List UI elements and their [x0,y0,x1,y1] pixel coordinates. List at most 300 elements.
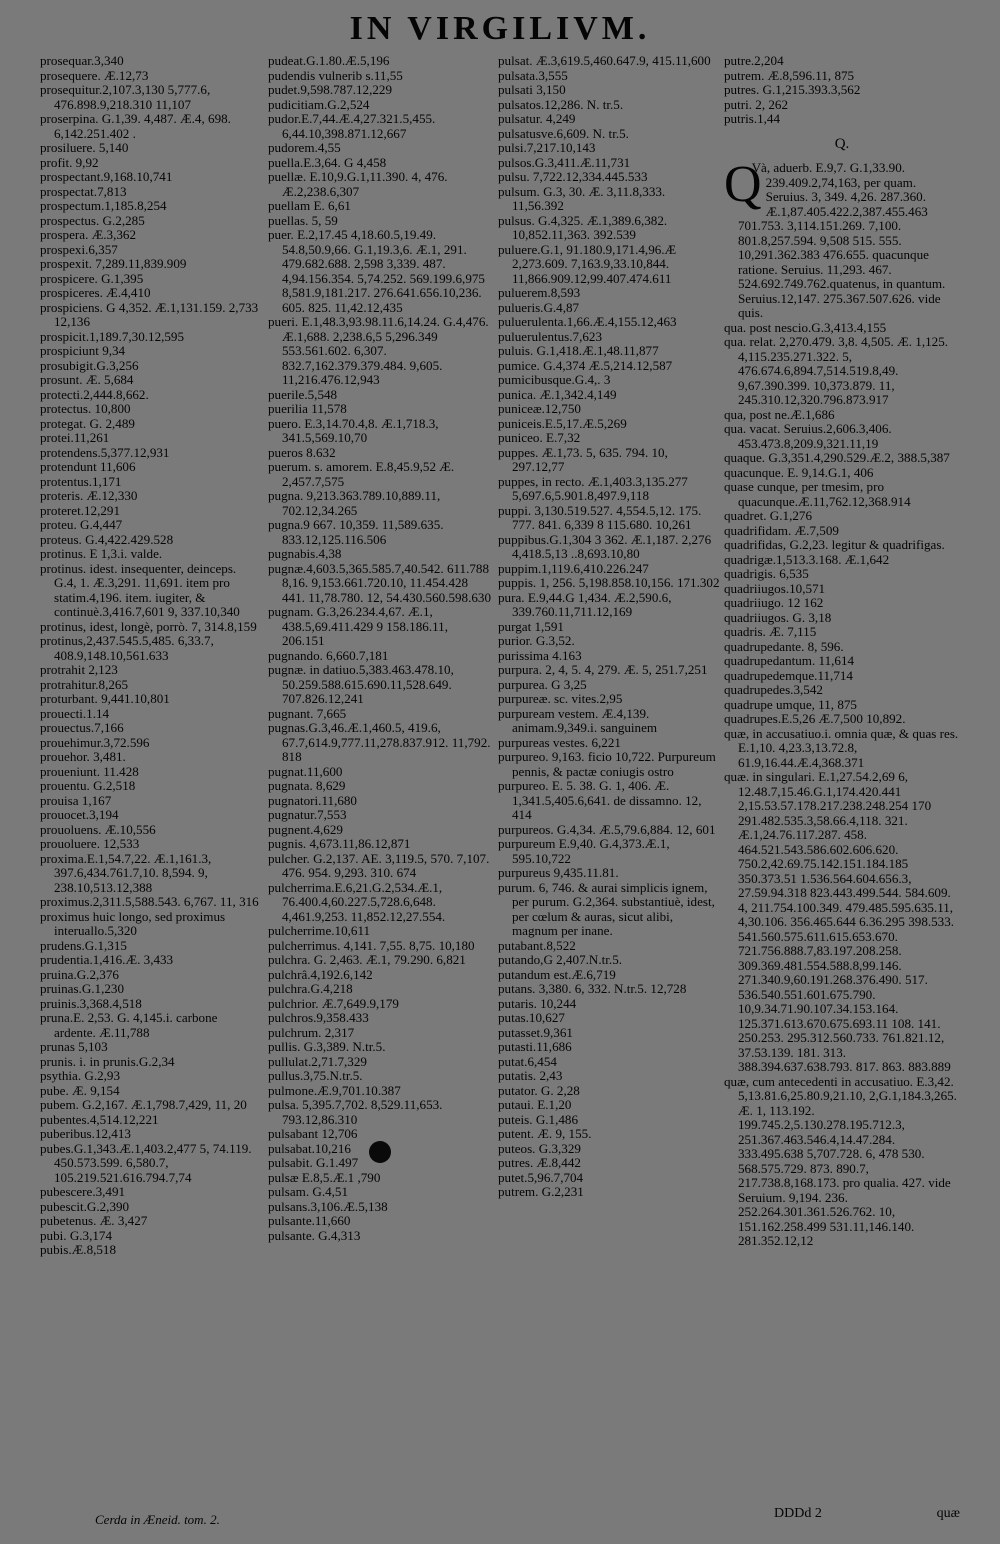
index-entry-text: putres. G.1,215.393.3,562 [724,82,861,97]
index-entry [498,112,720,127]
index-entry [498,315,720,330]
index-entry-text: profit. 9,92 [40,154,99,170]
index-entry [498,1055,720,1070]
index-entry-text: pugnando. 6,660.7,181 [268,647,389,663]
index-entry [40,1214,262,1229]
index-entry [40,69,262,84]
signature-mark: DDDd 2 [774,1506,822,1521]
index-entry [498,866,720,881]
index-entry [268,112,492,141]
index-entry-text: purpureo. 9,163. ficio 10,722. Purpureum pennis, & pactæ coniugis ostro [498,749,716,779]
index-entry [40,199,262,214]
index-entry-text: purior. G.3,52. [498,633,575,648]
index-entry-text: pumice. G.4,374 Æ.5,214.12,587 [498,357,673,373]
index-entry [268,388,492,403]
index-entry-text: quadrupedantum. 11,614 [724,653,855,668]
index-entry-text: purpureus 9,435.11.81. [498,865,619,880]
index-entry [268,460,492,489]
index-entry [498,649,720,664]
index-entry-text: pruinas.G.1,230 [40,981,125,996]
index-entry [268,663,492,707]
index-entry [40,301,262,330]
index-entry [268,1127,492,1142]
index-entry [40,968,262,983]
index-entry [268,228,492,315]
index-entry [724,625,960,640]
index-entry [268,1185,492,1200]
index-entry [40,518,262,533]
index-entry [498,576,720,591]
index-entry [40,620,262,635]
index-entry-text: pulsabant 12,706 [268,1126,358,1141]
index-entry-text: puteis. G.1,486 [498,1111,579,1127]
index-column-4-top [724,54,960,127]
index-entry-text: quæ. in singulari. E.1,27.54.2,69 6, 12.48.7,15.46.G.1,174.420.441 2,15.53.57.178.217.238.248.254 170 291.482.535.3,58.66.4,118. 321. Æ.1,24.76.117.287. 458. 464.521.543.586.602.606.620. 750.2,42.69.75.142.151.184.185 350.373.51 1.536.564.604.656.3, 27.59.94.318 823.443.499.544. 584.609. 4, 211.754.100.349. 479.485.595.635.11, 4,30.106. 356.465.644 6.36.295 398.533. 541.560.575.611.615.653.670. 721.756.888.7,83.197.208.258. 309.369.481.554.588.8,99.146. 271.340.9,60.191.268.376.490. 517. 536.540.551.601.675.790. 10,9.34.71.90.107.34.153.164. 125.371.613.670.675.693.11 108. 141. 250.253. 295.312.560.733. 761.821.12, 37.53.139. 181. 313. 388.394.637.638.793. 817. 863. 883.889 [724,769,955,1074]
ink-blot [369,1141,391,1163]
index-entry-text: putas.10,627 [498,1010,565,1025]
index-entry [40,112,262,141]
index-entry [498,344,720,359]
index-entry [40,286,262,301]
index-entry-text: pugnæ.4,603.5,365.585.7,40.542. 611.788 8,16. 9,153.661.720.10, 11.454.428 441. 11,78.780. 12, 54.430.560.598.630 [268,560,492,605]
index-entry [40,1142,262,1186]
index-entry-text: prosequitur.2,107.3,130 5,777.6, 476.898.9,218.310 11,107 [40,82,211,112]
index-entry [268,924,492,939]
index-entry-text: pugnabis.4,38 [268,546,342,561]
index-entry [40,707,262,722]
index-entry-text: pulsatur. 4,249 [498,111,576,126]
index-entry-text: prouehimur.3,72.596 [40,734,150,750]
index-entry-text: pubem. G.2,167. Æ.1,798.7,429, 11, 20 [40,1097,247,1112]
index-entry [40,721,262,736]
index-entry [724,422,960,451]
index-entry-text: puppibus.G.1,304 3 362. Æ.1,187. 2,276 4,418.5,13 ..8,693.10,80 [498,531,712,561]
index-entry-text: puppis. 1, 256. 5,198.858.10,156. 171.302 [498,575,720,590]
index-entry [40,663,262,678]
index-entry [40,504,262,519]
index-entry [40,431,262,446]
index-entry-text: putri. 2, 262 [724,96,789,112]
index-entry [268,721,492,765]
index-entry [40,794,262,809]
index-entry-text: putabant.8,522 [498,937,576,953]
index-entry-text: puluerulenta.1,66.Æ.4,155.12,463 [498,314,677,329]
index-entry-text: puerum. s. amorem. E.8,45.9,52 Æ. 2,457.7,575 [268,459,455,489]
index-entry [40,1040,262,1055]
index-entry-text: pugnæ. in datiuo.5,383.463.478.10, 50.259.588.615.690.11,528.649. 707.826.12,241 [268,662,454,706]
index-entry [268,1098,492,1127]
index-entry-text: pulsata.3,555 [498,67,568,83]
index-entry-text: protegat. G. 2,489 [40,415,135,431]
index-entry [724,553,960,568]
index-entry [40,1200,262,1215]
index-entry-text: pullis. G.3,389. N.tr.5. [268,1039,386,1054]
index-entry-text: prosequar.3,340 [40,53,124,68]
index-entry-text: puella.E.3,64. G 4,458 [268,154,387,170]
index-entry-text: pudet.9,598.787.12,229 [268,82,393,97]
index-entry-text: quadrigis. 6,535 [724,566,809,581]
index-entry-text: prospectant.9,168.10,741 [40,169,173,184]
index-entry [40,547,262,562]
index-entry [498,779,720,823]
index-entry [268,83,492,98]
index-entry [724,451,960,466]
index-entry [498,692,720,707]
index-entry [40,330,262,345]
index-entry-text: purpureas vestes. 6,221 [498,734,621,750]
index-entry [40,1113,262,1128]
index-entry-text: putasset.9,361 [498,1024,573,1040]
index-entry [40,533,262,548]
index-entry [40,736,262,751]
index-entry-text: pugnas.G.3,46.Æ.1,460.5, 419.6, 67.7,614.9,777.11,278.837.912. 11,792. 818 [268,720,491,764]
index-entry [498,127,720,142]
index-entry [268,156,492,171]
index-entry [40,852,262,896]
index-entry-text: pulsu. 7,722.12,334.445.533 [498,169,648,184]
index-entry [40,750,262,765]
index-entry-text: protrahit 2,123 [40,662,118,677]
index-entry-text: putans. 3,380. 6, 332. N.tr.5. 12,728 [498,981,687,996]
index-entry [724,669,960,684]
index-entry [268,417,492,446]
index-entry-text: pugnant. 7,665 [268,705,347,721]
index-entry-text: pubentes.4,514.12,221 [40,1111,159,1127]
index-entry [498,939,720,954]
index-entry [498,504,720,533]
index-entry-text: pugnat.11,600 [268,763,343,779]
index-entry-text: psythia. G.2,93 [40,1068,121,1083]
index-entry-text: qua. relat. 2,270.479. 3,8. 4,505. Æ. 1,125. 4,115.235.271.322. 5, 476.674.6,894.7,514.519.8,49. 9,67.390.399. 10,373.879. 11, 245.310.12,320.796.873.917 [724,334,949,407]
index-entry-text: putandum est.Æ.6,719 [498,966,616,982]
index-entry [40,1069,262,1084]
index-entry [724,538,960,553]
index-entry [498,591,720,620]
index-entry-text: protinus. idest. insequenter, deinceps. G.4, 1. Æ.3,291. 11,691. item pro statim.4,196. item. iugiter, & continuè.3,416.7,601 9, 337.10,340 [40,560,240,619]
index-entry [498,881,720,939]
index-entry [498,953,720,968]
index-entry-text: quadrupedes.3,542 [724,682,823,697]
index-entry [498,823,720,838]
index-entry-text: putaui. E.1,20 [498,1097,572,1112]
index-entry-text: quase cunque, per tmesim, pro quacunque.Æ.11,762.12,368.914 [724,479,911,509]
index-entry [724,712,960,727]
index-entry-text: pubi. G.3,174 [40,1227,113,1243]
index-entry [498,156,720,171]
index-entry-text: puppes. Æ.1,73. 5, 635. 794. 10, 297.12,77 [498,444,668,474]
index-entry-text: quadriiugos.10,571 [724,580,826,596]
index-entry-text: prospiceres. Æ.4,410 [40,285,151,300]
index-entry [268,779,492,794]
index-entry-text: pulsam. G.4,51 [268,1184,349,1199]
index-entry-text: pudorem.4,55 [268,140,341,155]
index-entry-text: prospexit. 7,289.11,839.909 [40,256,187,271]
index-entry-text: putrem. Æ.8,596.11, 875 [724,67,855,83]
index-entry-text: putasti.11,686 [498,1039,572,1054]
index-entry-text: pulsante.11,660 [268,1213,351,1228]
index-entry-text: pugnatur.7,553 [268,807,347,822]
index-entry [724,596,960,611]
index-entry [724,582,960,597]
index-entry-text: pulsabit. G.1.497 [268,1155,359,1170]
index-entry [268,982,492,997]
index-entry-text: puppes, in recto. Æ.1,403.3,135.277 5,697.6,5.901.8,497.9,118 [498,473,688,503]
index-entry-text: purpura. 2, 4, 5. 4, 279. Æ. 5, 251.7,251 [498,662,708,677]
index-entry-text: pugnis. 4,673.11,86.12,871 [268,836,411,851]
index-entry [40,808,262,823]
index-entry [40,1229,262,1244]
index-entry [498,1069,720,1084]
index-entry-text: pudor.E.7,44.Æ.4,27.321.5,455. 6,44.10,398.871.12,667 [268,111,436,141]
index-entry-text: qua. post nescio.G.3,413.4,155 [724,319,887,335]
index-entry-text: pudendis vulnerib s.11,55 [268,67,403,83]
index-entry-text: pullulat.2,71.7,329 [268,1053,367,1069]
index-entry-text: pulsatos.12,286. N. tr.5. [498,96,624,112]
index-entry-text: quadrifidam. Æ.7,509 [724,522,839,538]
page-title: IN VIRGILIVM. [349,10,651,47]
index-entry-text: pulsum. G.3, 30. Æ. 3,11.8,333. 11,56.392 [498,183,666,213]
drop-cap-initial: Q [724,156,762,213]
index-entry-text: quadriiugo. 12 162 [724,595,824,610]
index-entry-text: Và, aduerb. E.9,7. G.1,33.90. 239.409.2,74,163, per quam. Seruius. 3, 349. 4,26. 287.360. Æ.1,87.405.422.2,387.455.463 701.753. 3,114.151.269. 7,100. 801.8,257.594. 9,508 515. 555. 10,291.362.383 476.655. quacunque ratione. Seruius. 11,293. 467. 524.692.749.762.quatenus, in quantum. Seruius.12,147. 275.367.507.626. vide quis. [738,160,946,320]
index-entry-text: protinus,2,437.545.5,485. 6,33.7, 408.9,148.10,561.633 [40,633,214,663]
index-entry [724,69,960,84]
index-entry-text: pugnatori.11,680 [268,792,357,808]
index-entry [724,509,960,524]
index-entry [40,156,262,171]
index-entry [268,1011,492,1026]
index-entry-text: purgat 1,591 [498,618,564,634]
index-entry [40,83,262,112]
index-entry [498,1156,720,1171]
index-entry [268,997,492,1012]
index-entry [268,1229,492,1244]
index-entry-text: pudicitiam.G.2,524 [268,96,370,112]
index-entry-text: puer. E.2,17.45 4,18.60.5,19.49. 54.8,50.9,66. G.1,19.3,6. Æ.1, 291. 479.682.688. 2,598 3,339. 487. 4,94.156.354. 5,74.252. 569.199.6,975 8,581.9,181.217. 276.641.656.10,236. 605. 825. 11,42.12,435 [268,227,485,315]
index-entry [268,707,492,722]
index-entry [268,446,492,461]
index-entry [724,480,960,509]
index-entry-text: prouectus.7,166 [40,720,124,735]
index-entry-text: proteu. G.4,447 [40,517,123,532]
index-entry [268,98,492,113]
index-entry-text: puerile.5,548 [268,386,338,402]
index-entry-text: prunas 5,103 [40,1039,108,1054]
index-entry-text: pulchros.9,358.433 [268,1010,369,1025]
index-entry-text: prouecti.1.14 [40,705,110,721]
index-entry [268,402,492,417]
index-entry-text: pulsans.3,106.Æ.5,138 [268,1198,388,1214]
index-entry-text: quacunque. E. 9,14.G.1, 406 [724,464,874,480]
index-entry [40,837,262,852]
index-entry [40,939,262,954]
index-entry [268,315,492,388]
index-entry [498,750,720,779]
index-entry-text: proueniunt. 11.428 [40,763,139,779]
index-entry [498,1171,720,1186]
index-entry [498,1127,720,1142]
index-entry [40,1127,262,1142]
index-entry-text: pulchrior. Æ.7,649.9,179 [268,995,399,1011]
index-entry [40,417,262,432]
index-entry-text: quadris. Æ. 7,115 [724,624,817,639]
index-column-1 [40,54,262,1258]
index-entry-text: prospectum.1,185.8,254 [40,198,167,213]
index-entry [40,997,262,1012]
index-entry-text: prospicere. G.1,395 [40,270,144,286]
index-entry-text: prospiciens. G 4,352. Æ.1,131.159. 2,733 12,136 [40,299,259,329]
index-entry [498,54,720,69]
index-entry [498,1084,720,1099]
index-entry [40,678,262,693]
index-entry [498,141,720,156]
index-entry [40,1243,262,1258]
index-entry [268,1171,492,1186]
index-entry-text: protectus. 10,800 [40,401,131,416]
index-entry-text: puerilia 11,578 [268,401,347,416]
index-entry [724,83,960,98]
index-entry-text: purpurea. G 3,25 [498,676,587,692]
index-entry-text: proteus. G.4,422.429.528 [40,531,174,547]
index-entry [498,982,720,997]
index-entry-text: pulchrum. 2,317 [268,1024,355,1040]
index-entry-text: putat.6,454 [498,1053,557,1069]
index-entry-text: prudentia.1,416.Æ. 3,433 [40,952,174,967]
index-entry [268,518,492,547]
index-entry-text: pulsante. G.4,313 [268,1227,361,1243]
index-entry [40,779,262,794]
index-entry [498,1011,720,1026]
index-entry [268,1040,492,1055]
index-entry [498,330,720,345]
index-entry-text: puniceo. E.7,32 [498,430,581,445]
index-entry-text: putatis. 2,43 [498,1068,563,1083]
index-entry [498,707,720,736]
index-entry [40,982,262,997]
index-entry-text: protendens.5,377.12,931 [40,444,170,460]
index-entry [40,214,262,229]
index-entry [498,562,720,577]
index-entry-text: pulsatusve.6,609. N. tr.5. [498,125,629,141]
index-entry-text: pugnent.4,629 [268,821,343,837]
index-entry [268,1200,492,1215]
index-entry-text: puero. E.3,14.70.4,8. Æ.1,718.3, 341.5,569.10,70 [268,415,439,445]
index-entry [724,98,960,113]
index-entry [268,199,492,214]
index-entry-text: proximus huic longo, sed proximus interuallo.5,320 [40,908,226,938]
index-entry [40,765,262,780]
index-entry-text: pulsabat.10,216 [268,1140,351,1156]
index-entry [498,533,720,562]
index-entry [724,654,960,669]
index-entry-text: pulcherrima.E.6,21.G.2,534.Æ.1, 76.400.4,60.227.5,728.6,648. 4,461.9,253. 11,852.12,27.554. [268,879,446,924]
index-entry-text: prudens.G.1,315 [40,937,127,953]
index-entry-text: quadret. G.1,276 [724,508,812,523]
index-entry [40,1011,262,1040]
index-entry [268,939,492,954]
index-entry [268,649,492,664]
index-entry [268,1084,492,1099]
index-entry [498,83,720,98]
index-entry-text: purpuream vestem. Æ.4,139. animam.9,349.i. sanguinem [498,705,658,735]
index-entry [40,344,262,359]
index-entry-text: putres. Æ.8,442 [498,1155,581,1170]
index-entry-text: pugna.9 667. 10,359. 11,589.635. 833.12,125.116.506 [268,517,444,547]
index-entry-text: puellæ. E.10,9.G.1,11.390. 4, 476. Æ.2,238.6,307 [268,169,448,199]
index-entry-text: pudeat.G.1.80.Æ.5,196 [268,53,390,68]
index-entry [498,243,720,287]
index-entry-text: purpureæ. sc. vites.2,95 [498,691,623,706]
index-entry-text: puellam E. 6,61 [268,198,351,213]
index-column-4 [724,54,960,1249]
index-entry [498,170,720,185]
index-entry [498,446,720,475]
index-entry [268,605,492,649]
index-entry-text: proximus.2,311.5,588.543. 6,767. 11, 316 [40,894,259,909]
index-entry [498,185,720,214]
index-entry [40,634,262,663]
index-entry [268,837,492,852]
index-entry-text: quadrifidas, G.2,23. legitur & quadrifigas. [724,537,945,552]
index-entry [724,54,960,69]
index-entry [724,683,960,698]
index-entry-text: pulchra. G. 2,463. Æ.1, 79.290. 6,821 [268,952,466,967]
index-entry-text: pura. E.9,44.G 1,434. Æ.2,590.6, 339.760.11,711.12,169 [498,589,672,619]
index-entry [498,663,720,678]
index-entry [268,1055,492,1070]
index-column-3 [498,54,720,1200]
index-entry [40,446,262,461]
index-entry [498,968,720,983]
index-entry [40,373,262,388]
index-entry [498,1098,720,1113]
index-column-2 [268,54,492,1243]
index-entry-text: puteos. G.3,329 [498,1140,581,1156]
index-entry [268,1214,492,1229]
index-entry [498,1113,720,1128]
index-entry-text: putando,G 2,407.N.tr.5. [498,952,623,967]
index-entry-text: puluere.G.1, 91.180.9,171.4,96.Æ 2,273.609. 7,163.9,33.10,844. 11,866.909.12,99.407.474.611 [498,241,677,286]
index-entry-text: protecti.2,444.8,662. [40,386,149,402]
index-entry-text: prosequere. Æ.12,73 [40,67,149,83]
index-entry-text: pulcherrimus. 4,141. 7,55. 8,75. 10,180 [268,937,475,953]
index-entry-text: pulcherrime.10,611 [268,923,371,938]
index-entry-text: pube. Æ. 9,154 [40,1082,120,1098]
index-entry-text: pubescere.3,491 [40,1184,126,1199]
index-entry [268,808,492,823]
index-entry-text: quadrupes.E.5,26 Æ.7,500 10,892. [724,711,906,726]
index-entry-text: protendunt 11,606 [40,459,136,474]
index-entry-text: purpureum E.9,40. G.4,373.Æ.1, 595.10,722 [498,836,670,866]
index-entry [498,69,720,84]
index-entry [40,953,262,968]
index-entry-text: prouocet.3,194 [40,807,119,822]
index-entry [498,286,720,301]
index-entry [498,678,720,693]
index-entry [498,388,720,403]
index-entry-text: prouentu. G.2,518 [40,778,136,793]
index-entry [724,698,960,713]
index-entry [498,634,720,649]
index-entry-text: prouisa 1,167 [40,792,112,808]
index-entry [724,567,960,582]
index-entry-text: prospera. Æ.3,362 [40,227,137,242]
index-entry-text: prospexi.6,357 [40,241,118,257]
index-entry-text: proserpina. G.1,39. 4,487. Æ.4, 698. 6,142.251.402 . [40,111,231,141]
index-entry [268,54,492,69]
index-entry-text: protei.11,261 [40,430,110,445]
index-entry [724,321,960,336]
